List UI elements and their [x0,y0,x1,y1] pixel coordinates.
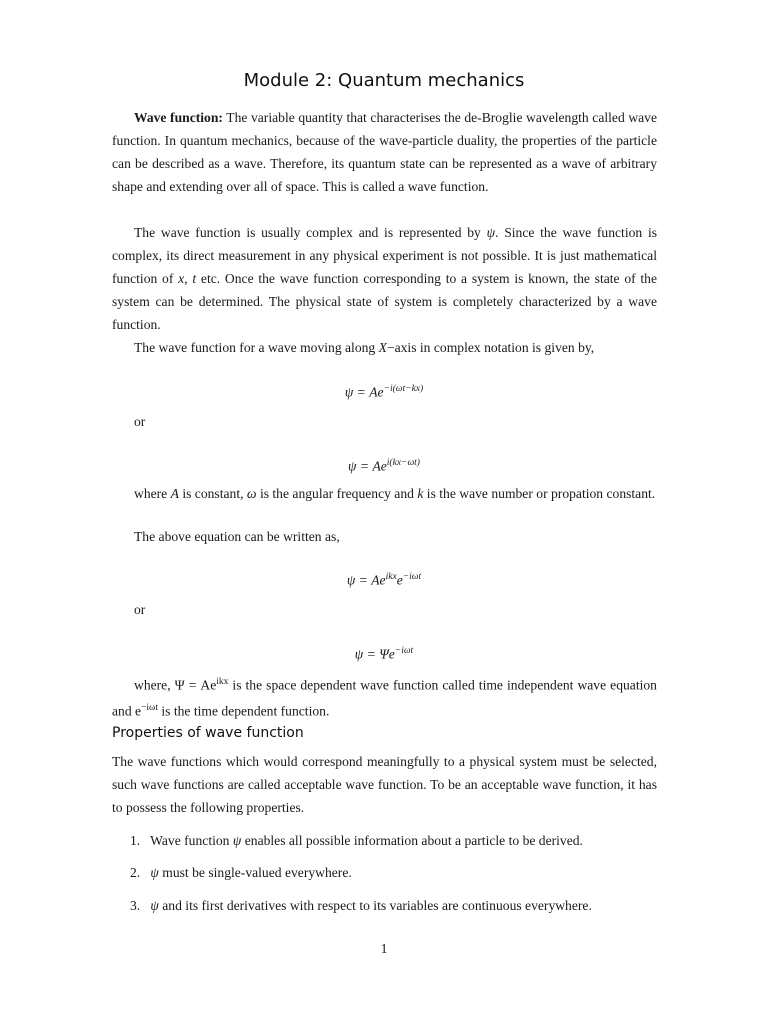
page-title: Module 2: Quantum mechanics [243,70,525,91]
page-number: 1 [380,941,388,956]
section-heading: Properties of wave function [112,725,304,741]
or-connector-1: or [134,414,146,429]
paragraph-where-constants: where A is constant, ω is the angular frequency and k is the wave number or propation constant. [134,486,656,501]
list-item: 2. ψ must be single-valued everywhere. [130,865,352,880]
equation-1: $\psi = Ae^{-i(\omega t-kx)}$ [344,384,424,400]
paragraph-acceptable-wave-function: The wave functions which would correspond meaningfully to a physical system must be selected, such wave functions are called acceptable wave function. To be an acceptable wave function, it has to possess the following properties. [112,754,657,815]
equation-4: $\psi = \Psi e^{-i\omega t}$ [354,646,414,662]
paragraph-space-dependent: where, $\Psi = Ae^{ikx}$ is the space dependent wave function called time independent wave equation and $e^{-i\omega t}$ is the time dependent function. [112,677,657,719]
or-connector-2: or [134,602,146,617]
paragraph-wave-along-x: The wave function for a wave moving along X−axis in complex notation is given by, [134,340,595,355]
paragraph-lead: Wave function: [134,110,223,125]
equation-3: $\psi = Ae^{ikx}e^{-i\omega t}$ [346,572,422,588]
paragraph-text: The variable quantity that characterises the de-Broglie wavelength called wave function. In quantum mechanics, because of the wave-particle duality, the properties of the particle can be described as a wave. Therefore, its quantum state can be represented as a wave of arbitrary shape and extending over all of space. This is called a wave function. [112,110,657,194]
list-item: 1. Wave function ψ enables all possible information about a particle to be derived. [130,833,583,848]
paragraph-wave-function-definition [112,106,657,198]
list-item: 3. ψ and its first derivatives with respect to its variables are continuous everywhere. [130,898,592,913]
paragraph-above-equation: The above equation can be written as, [134,529,340,544]
paragraph-complex-wave-function: The wave function is usually complex and is represented by ψ. Since the wave function is complex, its direct measurement in any physical experiment is not possible. It is just mathematical function of x, t etc. Once the wave function corresponding to a system is known, the state of the system can be determined. The physical state of system is completely characterized by a wave function. [112,225,658,332]
equation-2: $\psi = Ae^{i(kx-\omega t)}$ [348,458,420,474]
